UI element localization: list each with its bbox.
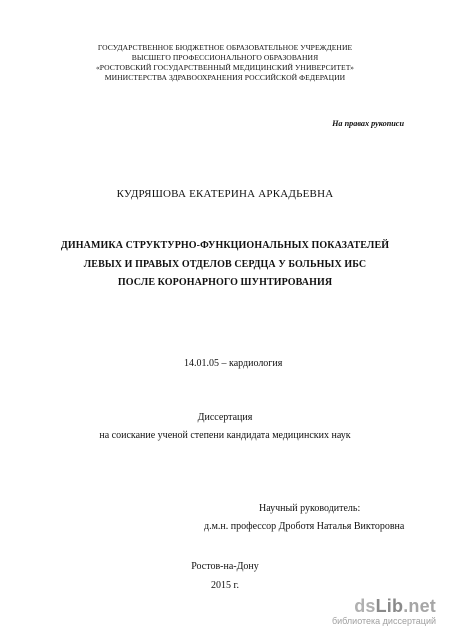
dissertation-title xyxy=(0,237,450,293)
title-line-3: ПОСЛЕ КОРОНАРНОГО ШУНТИРОВАНИЯ xyxy=(117,277,333,288)
specialty-code: 14.01.05 – кардиология xyxy=(184,358,283,369)
author-name: КУДРЯШОВА ЕКАТЕРИНА АРКАДЬЕВНА xyxy=(116,188,334,200)
supervisor-label: Научный руководитель: xyxy=(259,503,361,514)
watermark-subtitle: библиотека диссертаций xyxy=(331,616,436,626)
institution-line-2: ВЫСШЕГО ПРОФЕССИОНАЛЬНОГО ОБРАЗОВАНИЯ xyxy=(131,53,319,62)
title-line-1: ДИНАМИКА СТРУКТУРНО-ФУНКЦИОНАЛЬНЫХ ПОКАЗАТЕЛЕЙ xyxy=(60,240,390,251)
manuscript-rights-note: На правах рукописи xyxy=(332,119,404,128)
institution-header xyxy=(0,43,450,83)
institution-line-4: МИНИСТЕРСТВА ЗДРАВООХРАНЕНИЯ РОССИЙСКОЙ ФЕДЕРАЦИИ xyxy=(104,73,346,82)
dslib-watermark xyxy=(326,596,436,627)
dslib-logo: dsLib.net xyxy=(354,596,436,616)
publication-year: 2015 г. xyxy=(211,580,239,591)
title-line-2: ЛЕВЫХ И ПРАВЫХ ОТДЕЛОВ СЕРДЦА У БОЛЬНЫХ ИБС xyxy=(83,258,367,270)
supervisor-name: д.м.н. профессор Дроботя Наталья Викторовна xyxy=(204,521,405,532)
dissertation-type: Диссертация xyxy=(197,412,253,423)
degree-sought: на соискание ученой степени кандидата медицинских наук xyxy=(99,430,351,441)
institution-line-3: «РОСТОВСКИЙ ГОСУДАРСТВЕННЫЙ МЕДИЦИНСКИЙ УНИВЕРСИТЕТ» xyxy=(95,63,355,72)
institution-line-1: ГОСУДАРСТВЕННОЕ БЮДЖЕТНОЕ ОБРАЗОВАТЕЛЬНОЕ УЧРЕЖДЕНИЕ xyxy=(97,43,353,52)
place-of-publication: Ростов-на-Дону xyxy=(191,561,259,572)
